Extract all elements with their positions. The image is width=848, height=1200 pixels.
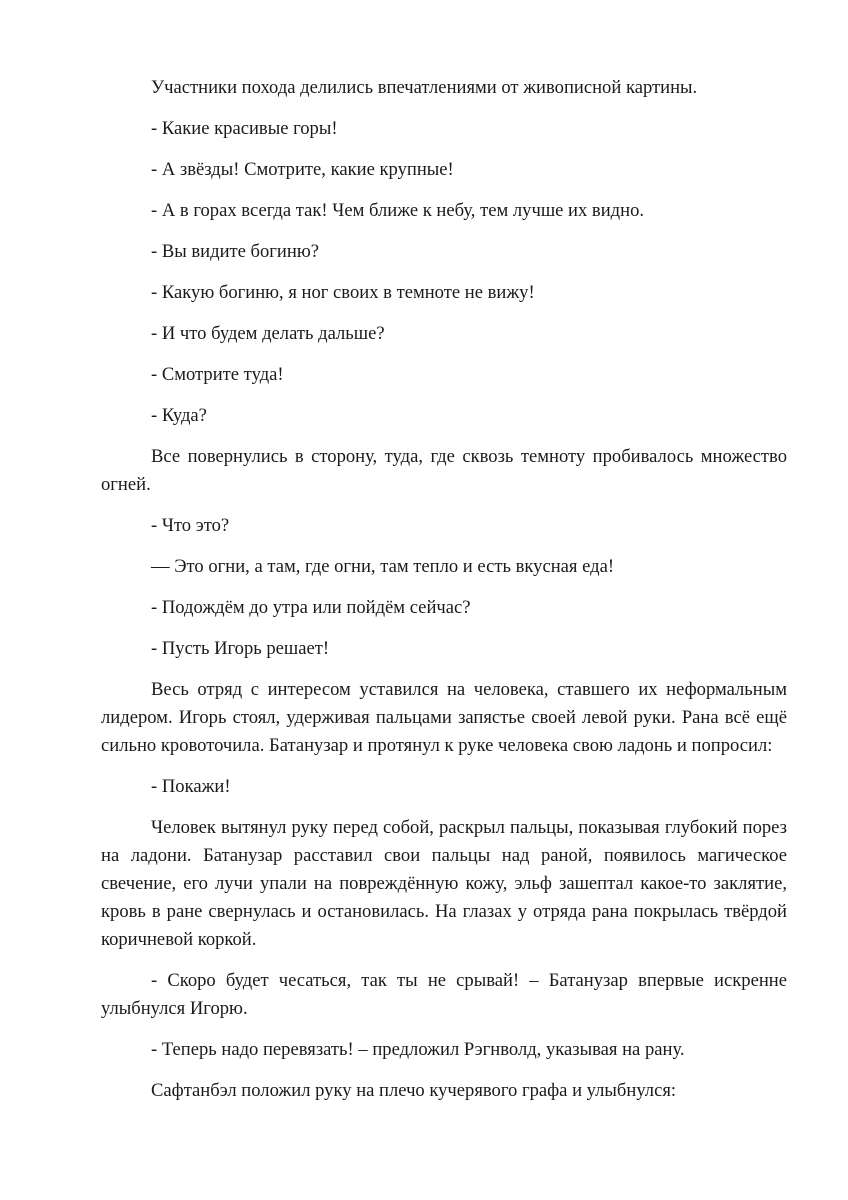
dialogue-line: - А в горах всегда так! Чем ближе к небу, тем лучше их видно.: [151, 200, 645, 221]
dialogue-line: - Смотрите туда!: [151, 364, 284, 385]
dialogue-line: - Куда?: [151, 405, 207, 426]
narration-paragraph: Весь отряд с интересом уставился на человека, ставшего их неформальным лидером. Игорь стоял, удерживая пальцами запястье своей левой руки. Рана всё ещё сильно кровоточила. Батанузар и протянул к руке человека свою ладонь и попросил:: [101, 679, 787, 756]
dialogue-line: - И что будем делать дальше?: [151, 323, 385, 344]
dialogue-line: - Вы видите богиню?: [151, 241, 319, 262]
dialogue-line: - Пусть Игорь решает!: [151, 638, 330, 659]
dialogue-line: - Теперь надо перевязать! – предложил Рэгнволд, указывая на рану.: [151, 1039, 685, 1060]
dialogue-line: — Это огни, а там, где огни, там тепло и есть вкусная еда!: [151, 556, 615, 577]
dialogue-line: - Скоро будет чесаться, так ты не срывай! – Батанузар впервые искренне улыбнулся Игорю.: [101, 970, 787, 1019]
dialogue-line: - Подождём до утра или пойдём сейчас?: [151, 597, 471, 618]
narration-paragraph: Участники похода делились впечатлениями от живописной картины.: [151, 77, 698, 98]
dialogue-line: - Что это?: [151, 515, 230, 536]
narration-paragraph: Сафтанбэл положил руку на плечо кучерявого графа и улыбнулся:: [151, 1080, 677, 1101]
narration-paragraph: Человек вытянул руку перед собой, раскрыл пальцы, показывая глубокий порез на ладони. Батанузар расставил свои пальцы над раной, появилось магическое свечение, его лучи упали на повреждённую кожу, эльф зашептал какое-то заклятие, кровь в ране свернулась и остановилась. На глазах у отряда рана покрылась твёрдой коричневой коркой.: [101, 817, 787, 950]
dialogue-line: - Покажи!: [151, 776, 231, 797]
dialogue-line: - Какие красивые горы!: [151, 118, 338, 139]
dialogue-line: - А звёзды! Смотрите, какие крупные!: [151, 159, 454, 180]
dialogue-line: - Какую богиню, я ног своих в темноте не вижу!: [151, 282, 535, 303]
narration-paragraph: Все повернулись в сторону, туда, где сквозь темноту пробивалось множество огней.: [101, 446, 787, 495]
document-body: [101, 74, 787, 1118]
